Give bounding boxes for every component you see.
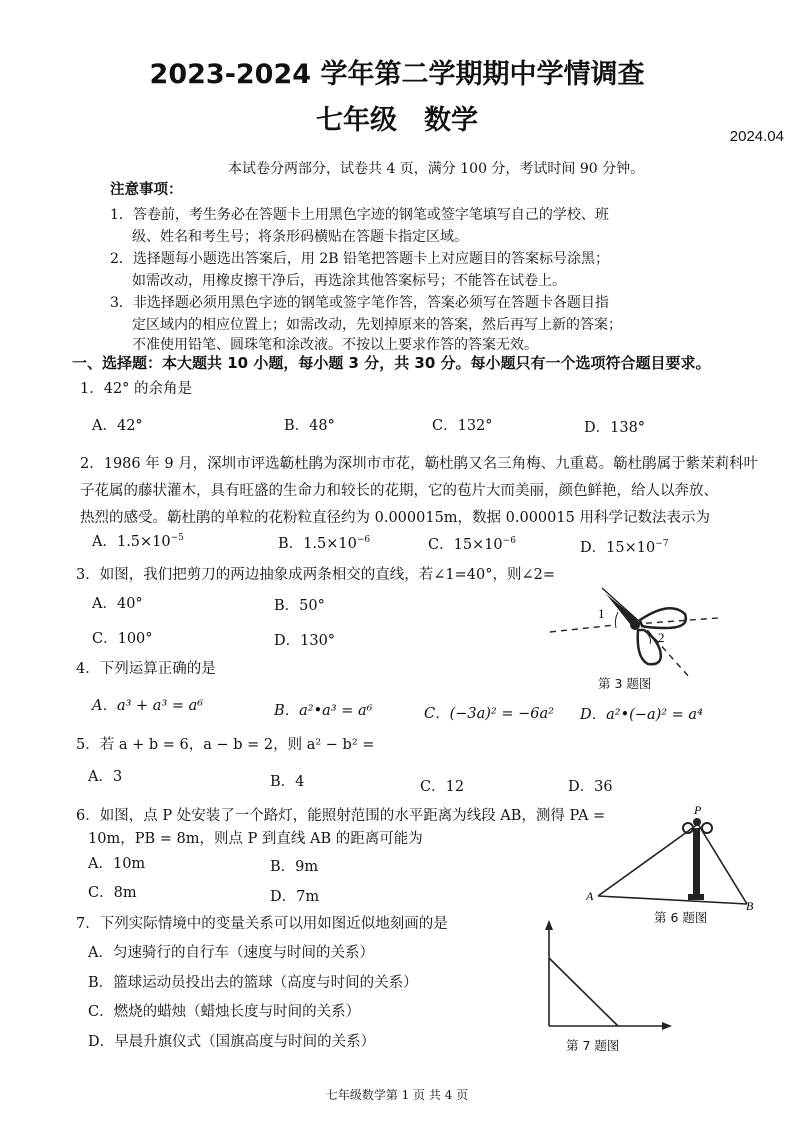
question-6-line: 6．如图，点 P 处安装了一个路灯，能照射范围的水平距离为线段 AB，测得 PA = bbox=[76, 808, 606, 824]
q5-option-d: D．36 bbox=[568, 779, 613, 795]
notes-title: 注意事项： bbox=[110, 182, 183, 198]
q4-option-b: B．a²•a³ = a⁶ bbox=[274, 703, 373, 719]
q1-option-c: C．132° bbox=[432, 418, 493, 434]
question-5-stem: 5．若 a + b = 6，a − b = 2，则 a² − b² = bbox=[76, 737, 375, 753]
q6-option-d: D．7m bbox=[270, 889, 320, 905]
q1-option-a: A．42° bbox=[92, 418, 143, 434]
q4-option-a: A．a³ + a³ = a⁶ bbox=[92, 698, 204, 714]
point-a-label: A bbox=[586, 889, 594, 903]
graph-figure bbox=[538, 918, 678, 1033]
section-heading: 一、选择题：本大题共 10 小题，每小题 3 分，共 30 分。每小题只有一个选项符合题目要求。 bbox=[72, 354, 711, 372]
angle-2-label: 2 bbox=[658, 630, 665, 645]
q3-option-d: D．130° bbox=[274, 633, 336, 649]
note-line: 如需改动，用橡皮擦干净后，再选涂其他答案标号；不能答在试卷上。 bbox=[132, 273, 566, 289]
q6-option-c: C．8m bbox=[88, 885, 137, 901]
q1-option-d: D．138° bbox=[584, 420, 646, 436]
note-line: 2．选择题每小题选出答案后，用 2B 铅笔把答题卡上对应题目的答案标号涂黑； bbox=[110, 251, 610, 267]
question-6-line: 10m，PB = 8m，则点 P 到直线 AB 的距离可能为 bbox=[88, 831, 423, 847]
q4-option-c: C．(−3a)² = −6a² bbox=[424, 706, 554, 722]
question-2-line: 热烈的感受。簕杜鹃的单粒的花粉粒直径约为 0.000015m，数据 0.000015 用科学记数法表示为 bbox=[80, 510, 710, 526]
q3-option-c: C．100° bbox=[92, 631, 153, 647]
q7-option-c: C．燃烧的蜡烛（蜡烛长度与时间的关系） bbox=[88, 1004, 361, 1020]
exam-date: 2024.04 bbox=[729, 128, 784, 145]
exam-subtitle: 七年级 数学 bbox=[316, 105, 478, 136]
exam-intro: 本试卷分两部分，试卷共 4 页，满分 100 分，考试时间 90 分钟。 bbox=[228, 161, 645, 177]
point-b-label: B bbox=[746, 899, 754, 912]
q5-option-c: C．12 bbox=[420, 779, 465, 795]
exam-title: 2023-2024 学年第二学期期中学情调查 bbox=[149, 59, 645, 90]
note-line: 定区域内的相应位置上；如需改动，先划掉原来的答案，然后再写上新的答案； bbox=[132, 317, 622, 333]
q5-option-b: B．4 bbox=[270, 774, 305, 790]
question-7-stem: 7．下列实际情境中的变量关系可以用如图近似地刻画的是 bbox=[76, 916, 448, 932]
question-4-stem: 4．下列运算正确的是 bbox=[76, 661, 216, 677]
figure-3-caption: 第 3 题图 bbox=[598, 676, 652, 691]
q4-option-d: D．a²•(−a)² = a⁴ bbox=[580, 707, 703, 723]
q3-option-b: B．50° bbox=[274, 598, 325, 614]
note-line: 不准使用铅笔、圆珠笔和涂改液。不按以上要求作答的答案无效。 bbox=[132, 337, 538, 353]
streetlight-figure bbox=[580, 800, 760, 912]
figure-6-caption: 第 6 题图 bbox=[654, 910, 708, 925]
q7-option-d: D．早晨升旗仪式（国旗高度与时间的关系） bbox=[88, 1034, 376, 1050]
q2-option-c: C．$15\times 10^{-6}$ bbox=[428, 536, 516, 553]
angle-1-label: 1 bbox=[598, 606, 605, 621]
q6-option-b: B．9m bbox=[270, 859, 319, 875]
note-line: 1．答卷前，考生务必在答题卡上用黑色字迹的钢笔或签字笔填写自己的学校、班 bbox=[110, 207, 609, 223]
q1-option-b: B．48° bbox=[284, 418, 335, 434]
q7-option-b: B．篮球运动员投出去的篮球（高度与时间的关系） bbox=[88, 975, 418, 991]
question-3-stem: 3．如图，我们把剪刀的两边抽象成两条相交的直线，若∠1=40°，则∠2= bbox=[76, 567, 555, 583]
q2-option-a: A．$1.5\times 10^{-5}$ bbox=[92, 533, 184, 550]
q6-option-a: A．10m bbox=[88, 856, 146, 872]
q2-option-b: B．$1.5\times 10^{-6}$ bbox=[278, 535, 371, 552]
figure-7-caption: 第 7 题图 bbox=[566, 1038, 620, 1053]
question-2-line: 2．1986 年 9 月，深圳市评选簕杜鹃为深圳市市花，簕杜鹃又名三角梅、九重葛。簕杜鹃属于紫茉莉科叶 bbox=[80, 456, 759, 472]
question-1-stem: 1．42° 的余角是 bbox=[80, 381, 193, 397]
note-line: 3．非选择题必须用黑色字迹的钢笔或签字笔作答，答案必须写在答题卡各题目指 bbox=[110, 295, 609, 311]
q3-option-a: A．40° bbox=[92, 596, 143, 612]
point-p-label: P bbox=[694, 803, 702, 817]
page-footer: 七年级数学第 1 页 共 4 页 bbox=[325, 1088, 469, 1102]
q5-option-a: A．3 bbox=[88, 769, 123, 785]
note-line: 级、姓名和考生号；将条形码横贴在答题卡指定区域。 bbox=[132, 229, 468, 245]
q7-option-a: A．匀速骑行的自行车（速度与时间的关系） bbox=[88, 945, 374, 961]
question-2-line: 子花属的藤状灌木，具有旺盛的生命力和较长的花期，它的苞片大而美丽，颜色鲜艳，给人以奔放、 bbox=[80, 483, 718, 499]
q2-option-d: D．$15\times 10^{-7}$ bbox=[580, 539, 669, 556]
